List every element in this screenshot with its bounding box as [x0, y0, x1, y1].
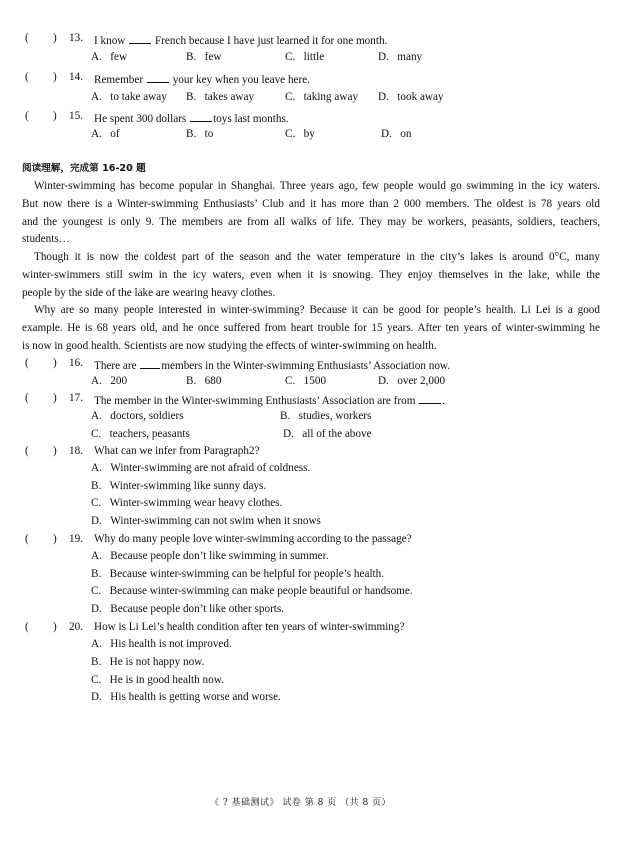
option-b: B. 680	[186, 375, 222, 387]
passage-line: Winter-swimming has become popular in Shanghai. Three years ago, few people would go swimming in the icy waters.	[34, 180, 600, 192]
question-stem: There are members in the Winter-swimming Enthusiasts’ Association now.	[94, 360, 451, 372]
answer-bracket-close: )	[53, 110, 57, 122]
passage-paragraph-3	[22, 302, 600, 355]
answer-blank	[129, 33, 151, 44]
option-d: D. many	[378, 51, 423, 63]
question-number: 20.	[69, 621, 83, 633]
option-a: A. Winter-swimming are not afraid of coldness.	[91, 462, 311, 474]
option-d: D. took away	[378, 91, 444, 103]
option-b: B. Winter-swimming like sunny days.	[91, 480, 267, 492]
option-c: C. Winter-swimming wear heavy clothes.	[91, 497, 283, 509]
answer-blank	[140, 358, 160, 369]
answer-bracket-close: )	[53, 621, 57, 633]
answer-bracket-open: (	[25, 32, 29, 44]
option-b: B. He is not happy now.	[91, 656, 205, 668]
passage-line: winter-swimmers still swim in the icy waters, even when it is snowing. They enjoy themselves in the lake, while the	[22, 268, 600, 281]
option-d: D. over 2,000	[378, 375, 446, 387]
answer-bracket-close: )	[53, 32, 57, 44]
answer-bracket-open: (	[25, 110, 29, 122]
option-b: B. Because winter-swimming can be helpful for people’s health.	[91, 568, 385, 580]
option-d: D. all of the above	[283, 428, 372, 440]
option-d: D. on	[381, 128, 412, 140]
question-stem: How is Li Lei’s health condition after ten years of winter-swimming?	[94, 621, 405, 633]
answer-bracket-close: )	[53, 533, 57, 545]
passage-line: is now in good health. Scientists are now studying the effects of winter-swimming on health.	[22, 339, 437, 352]
question-number: 14.	[69, 71, 83, 83]
passage-paragraph-2	[22, 249, 600, 302]
option-a: A. few	[91, 51, 128, 63]
option-a: A. Because people don’t like swimming in summer.	[91, 550, 329, 562]
option-a: A. 200	[91, 375, 128, 387]
question-number: 18.	[69, 445, 83, 457]
option-c: C. 1500	[285, 375, 327, 387]
answer-blank	[190, 111, 212, 122]
option-b: B. to	[186, 128, 214, 140]
passage-line: Though it is now the coldest part of the season and the water temperature in the city’s lakes is around 0°C, many	[34, 251, 600, 263]
question-number: 15.	[69, 110, 83, 122]
question-stem: He spent 300 dollars toys last months.	[94, 113, 289, 125]
answer-bracket-close: )	[53, 445, 57, 457]
passage-line: students…	[22, 233, 70, 246]
passage-paragraph-1	[22, 178, 600, 249]
passage-line: But now there is a Winter-swimming Enthusiasts’ Club and it has more than 2 000 members. The oldest is 78 years old	[22, 197, 600, 210]
question-stem: What can we infer from Paragraph2?	[94, 445, 260, 457]
answer-blank	[419, 393, 441, 404]
answer-bracket-open: (	[25, 357, 29, 369]
answer-bracket-close: )	[53, 71, 57, 83]
passage-line: example. He is 68 years old, and he once suffered from heart trouble for 15 years. After ten years of winter-swimming he	[22, 321, 600, 334]
section-title: 阅读理解，完成第 16-20 题	[22, 163, 146, 174]
answer-bracket-open: (	[25, 392, 29, 404]
option-c: C. teachers, peasants	[91, 428, 190, 440]
passage-line: people by the side of the lake are wearing heavy clothes.	[22, 286, 276, 299]
answer-bracket-open: (	[25, 621, 29, 633]
option-c: C. by	[285, 128, 315, 140]
option-c: C. Because winter-swimming can make people beautiful or handsome.	[91, 585, 413, 597]
page-footer: 《 ? 基础测试》 试卷 第 8 页 （共 8 页）	[210, 798, 392, 808]
option-d: D. Winter-swimming can not swim when it snows	[91, 515, 321, 527]
option-b: B. takes away	[186, 91, 255, 103]
question-stem: Remember your key when you leave here.	[94, 74, 310, 86]
question-stem: The member in the Winter-swimming Enthusiasts’ Association are from .	[94, 395, 446, 407]
option-c: C. taking away	[285, 91, 359, 103]
option-d: D. Because people don’t like other sports.	[91, 603, 285, 615]
passage-line: Why are so many people interested in winter-swimming? Because it can be good for people’s health. Li Lei is a good	[34, 304, 600, 316]
option-a: A. to take away	[91, 91, 167, 103]
option-a: A. doctors, soldiers	[91, 410, 184, 422]
answer-bracket-open: (	[25, 445, 29, 457]
passage-line: and the youngest is only 9. The members are from all walks of life. They may be workers, peasants, soldiers, teachers,	[22, 215, 600, 228]
option-b: B. studies, workers	[280, 410, 372, 422]
question-number: 17.	[69, 392, 83, 404]
question-stem: I know French because I have just learned it for one month.	[94, 35, 388, 47]
answer-bracket-open: (	[25, 71, 29, 83]
option-c: C. little	[285, 51, 325, 63]
question-number: 16.	[69, 357, 83, 369]
question-number: 13.	[69, 32, 83, 44]
answer-bracket-close: )	[53, 392, 57, 404]
option-a: A. of	[91, 128, 120, 140]
option-d: D. His health is getting worse and worse.	[91, 691, 281, 703]
answer-bracket-open: (	[25, 533, 29, 545]
answer-bracket-close: )	[53, 357, 57, 369]
option-c: C. He is in good health now.	[91, 674, 224, 686]
option-b: B. few	[186, 51, 222, 63]
question-stem: Why do many people love winter-swimming according to the passage?	[94, 533, 412, 545]
option-a: A. His health is not improved.	[91, 638, 232, 650]
answer-blank	[147, 72, 169, 83]
question-number: 19.	[69, 533, 83, 545]
